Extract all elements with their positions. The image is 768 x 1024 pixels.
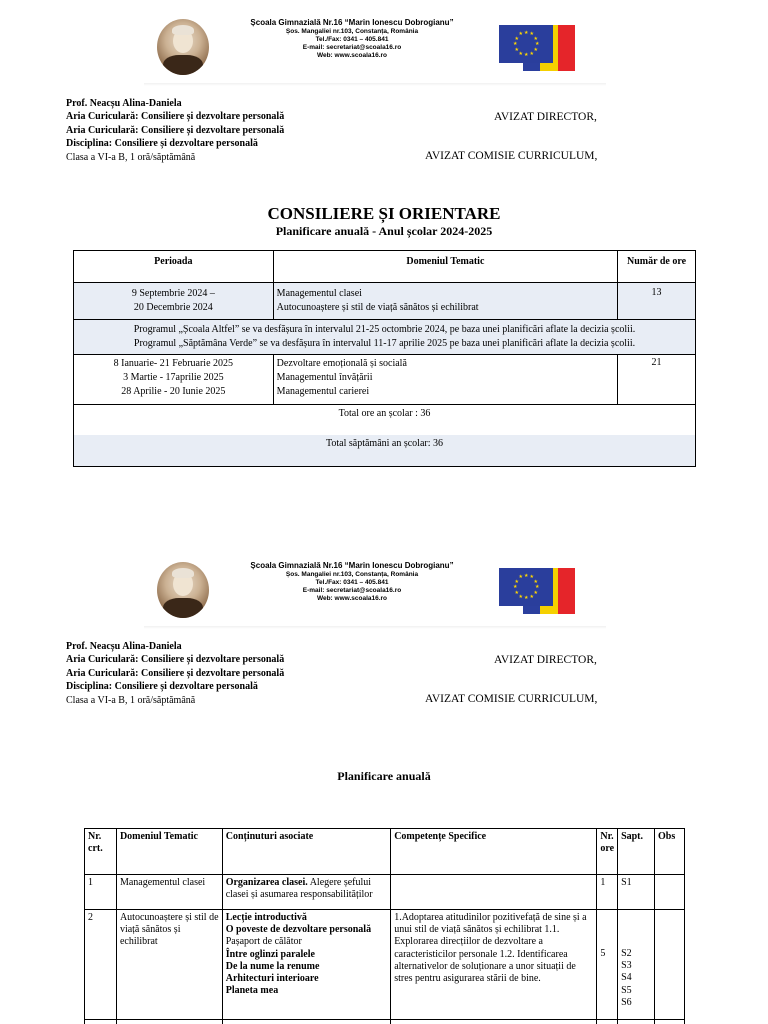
eu-star-icon: ★ — [533, 578, 538, 585]
eu-star-icon: ★ — [529, 574, 534, 581]
table-row — [74, 435, 696, 467]
content-line: Pașaport de călător — [225, 936, 302, 948]
week-cell — [618, 1020, 655, 1024]
eu-star-icon: ★ — [535, 41, 540, 47]
eu-star-icon: ★ — [524, 30, 529, 36]
school-phone: Tel./Fax: 0341 – 405.841 — [315, 578, 389, 586]
eu-star-icon: ★ — [524, 573, 529, 579]
eu-star-icon: ★ — [513, 41, 518, 47]
eu-star-icon: ★ — [518, 574, 523, 581]
row-number: 2 — [85, 910, 117, 1020]
teacher-name: Prof. Neacșu Alina-Daniela — [66, 98, 182, 109]
domain-line: Managementul carierei — [276, 386, 370, 397]
avizat-comisie: AVIZAT COMISIE CURRICULUM, — [425, 693, 598, 705]
table-row — [74, 283, 696, 320]
school-phone: Tel./Fax: 0341 – 405.841 — [315, 35, 389, 43]
content-text: Alegere șefului clasei și asumarea responsabilităților — [225, 877, 373, 901]
competence-cell — [391, 1020, 597, 1024]
eu-star-icon: ★ — [524, 52, 529, 58]
obs-cell — [655, 910, 685, 1020]
eu-flag-icon — [499, 25, 553, 63]
content-line: O poveste de dezvoltare personală — [225, 924, 372, 936]
header-info-1 — [66, 97, 284, 164]
row-number: 1 — [85, 875, 117, 910]
column-header: Domeniul Tematic — [116, 829, 222, 875]
period-cell — [74, 283, 274, 320]
letterhead-1 — [140, 16, 610, 84]
content-line: Între oglinzi paralele — [225, 948, 315, 960]
eu-star-icon: ★ — [529, 593, 534, 600]
domain-cell: Managementul clasei — [116, 875, 222, 910]
table-row — [85, 1020, 685, 1024]
eu-star-icon: ★ — [533, 589, 538, 596]
domain-cell — [273, 355, 617, 405]
eu-star-icon: ★ — [514, 46, 519, 53]
column-header: Sapt. — [618, 829, 655, 875]
column-header: Domeniul Tematic — [273, 251, 617, 283]
week-cell: S1 — [618, 875, 655, 910]
week-label: S5 — [621, 984, 632, 996]
content-line: Arhitecturi interioare — [225, 973, 319, 985]
teacher-name: Prof. Neacșu Alina-Daniela — [66, 641, 182, 652]
period-line: 20 Decembrie 2024 — [133, 302, 213, 313]
period-line: 8 Ianuarie- 21 Februarie 2025 — [113, 358, 234, 369]
school-address: Șos. Mangaliei nr.103, Constanța, România — [285, 27, 419, 35]
content-line: Planeta mea — [225, 985, 279, 997]
period-cell — [74, 355, 274, 405]
detailed-plan-table — [84, 828, 685, 1024]
eu-star-icon: ★ — [514, 35, 519, 42]
eu-star-icon: ★ — [514, 589, 519, 596]
eu-flag-icon — [499, 568, 553, 606]
domain-cell: Autocunoaștere și stil de viață sănătos și echilibrat — [116, 910, 222, 1020]
total-hours: Total ore an școlar : 36 — [74, 405, 696, 435]
section-title: Planificare anuală — [337, 769, 431, 783]
flags-logo — [499, 23, 575, 71]
week-label: S4 — [621, 972, 632, 984]
content-cell — [222, 910, 390, 1020]
eu-star-icon: ★ — [524, 595, 529, 601]
table-header-row — [74, 251, 696, 283]
founder-portrait — [157, 562, 209, 618]
column-header: Perioada — [74, 251, 274, 283]
program-note: Programul „Școala Altfel” se va desfășura în intervalul 21-25 octombrie 2024, pe baza unei planificări aflate la decizia școlii. — [133, 324, 636, 335]
column-header: Nr. crt. — [85, 829, 117, 875]
obs-cell — [655, 1020, 685, 1024]
domain-line: Autocunoaștere și stil de viață sănătos și echilibrat — [276, 302, 479, 313]
school-contact — [212, 18, 492, 59]
content-cell — [222, 1020, 390, 1024]
class-info: Clasa a VI-a B, 1 oră/săptămână — [66, 694, 196, 706]
domain-line: Managementul învățării — [276, 372, 373, 383]
aria-curriculara: Aria Curiculară: Consiliere și dezvoltare personală — [66, 667, 285, 679]
page-subtitle: Planificare anuală - Anul școlar 2024-2025 — [275, 224, 493, 238]
domain-line: Dezvoltare emoțională și socială — [276, 358, 407, 369]
row-number — [85, 1020, 117, 1024]
aria-curriculara: Aria Curiculară: Consiliere și dezvoltare personală — [66, 654, 285, 666]
avizat-comisie: AVIZAT COMISIE CURRICULUM, — [425, 150, 598, 162]
hours-cell: 21 — [618, 355, 696, 405]
letterhead-2 — [140, 559, 610, 627]
table-header-row — [85, 829, 685, 875]
column-header: Conținuturi asociate — [222, 829, 390, 875]
domain-cell — [273, 283, 617, 320]
aria-curriculara: Aria Curiculară: Consiliere și dezvoltare personală — [66, 124, 285, 136]
hours-cell: 5 — [597, 910, 618, 1020]
hours-cell: 13 — [618, 283, 696, 320]
eu-star-icon: ★ — [514, 578, 519, 585]
school-email: E-mail: secretariat@scoala16.ro — [302, 43, 402, 51]
school-web: Web: www.scoala16.ro — [316, 594, 388, 602]
competence-cell — [391, 875, 597, 910]
table-row — [74, 320, 696, 355]
week-label: S6 — [621, 996, 632, 1008]
eu-star-icon: ★ — [513, 584, 518, 590]
eu-star-icon: ★ — [535, 584, 540, 590]
discipline: Disciplina: Consiliere și dezvoltare personală — [66, 681, 258, 693]
eu-star-icon: ★ — [533, 35, 538, 42]
school-email: E-mail: secretariat@scoala16.ro — [302, 586, 402, 594]
column-header: Obs — [655, 829, 685, 875]
period-line: 28 Aprilie - 20 Iunie 2025 — [121, 386, 226, 397]
table-row — [74, 405, 696, 435]
school-name: Școala Gimnazială Nr.16 “Marin Ionescu Dobrogianu” — [250, 18, 454, 27]
page-title: CONSILIERE ȘI ORIENTARE — [267, 204, 501, 223]
eu-star-icon: ★ — [529, 50, 534, 57]
eu-star-icon: ★ — [533, 46, 538, 53]
school-name: Școala Gimnazială Nr.16 “Marin Ionescu Dobrogianu” — [250, 561, 454, 570]
aria-curriculara: Aria Curiculară: Consiliere și dezvoltare personală — [66, 111, 285, 123]
content-cell — [222, 875, 390, 910]
total-weeks: Total săptămâni an școlar: 36 — [74, 435, 696, 467]
header-info-2 — [66, 640, 284, 707]
school-contact — [212, 561, 492, 602]
column-header: Competențe Specifice — [391, 829, 597, 875]
table-row — [74, 355, 696, 405]
week-label: S3 — [621, 960, 632, 972]
content-bold: Organizarea clasei. — [225, 877, 308, 888]
domain-line: Managementul clasei — [276, 288, 362, 299]
eu-star-icon: ★ — [518, 593, 523, 600]
eu-star-icon: ★ — [518, 31, 523, 38]
discipline: Disciplina: Consiliere și dezvoltare personală — [66, 138, 258, 150]
eu-star-icon: ★ — [529, 31, 534, 38]
period-line: 3 Martie - 17aprilie 2025 — [123, 372, 224, 383]
obs-cell — [655, 875, 685, 910]
class-info: Clasa a VI-a B, 1 oră/săptămână — [66, 151, 196, 163]
competence-cell: 1.Adoptarea atitudinilor pozitivefață de sine și a unui stil de viață sănătos și echilibrat 1.1. Explorarea direcțiilor de dezvoltare a caracteristicilor personale 1.2. Identificarea alternativelor de soluționare a unor situații de stres pentru asigurarea stării de bine. — [391, 910, 597, 1020]
hours-cell — [597, 1020, 618, 1024]
content-line: Lecție introductivă — [225, 912, 307, 923]
avizat-director: AVIZAT DIRECTOR, — [494, 111, 597, 123]
avizat-director: AVIZAT DIRECTOR, — [494, 654, 597, 666]
eu-star-icon: ★ — [518, 50, 523, 57]
flags-logo — [499, 566, 575, 614]
column-header: Nr. ore — [597, 829, 618, 875]
content-line: De la nume la renume — [225, 960, 320, 972]
annual-plan-table — [73, 250, 696, 467]
school-web: Web: www.scoala16.ro — [316, 51, 388, 59]
program-note-cell — [74, 320, 696, 355]
table-row — [85, 910, 685, 1020]
period-line: 9 Septembrie 2024 – — [131, 288, 215, 299]
school-address: Șos. Mangaliei nr.103, Constanța, România — [285, 570, 419, 578]
hours-cell: 1 — [597, 875, 618, 910]
week-label: S2 — [621, 948, 632, 959]
column-header: Număr de ore — [618, 251, 696, 283]
table-row — [85, 875, 685, 910]
founder-portrait — [157, 19, 209, 75]
program-note: Programul „Săptămâna Verde” se va desfășura în intervalul 11-17 aprilie 2025 pe baza unei planificări aflate la decizia școlii. — [133, 338, 636, 349]
domain-cell — [116, 1020, 222, 1024]
week-cell — [618, 910, 655, 1020]
